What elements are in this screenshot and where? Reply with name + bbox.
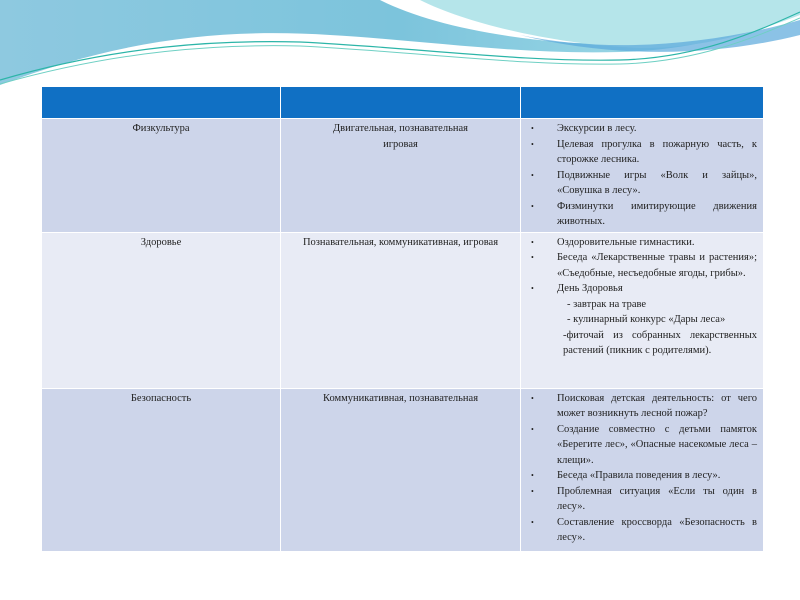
list-item: • Поисковая детская деятельность: от чего может возникнуть лесной пожар?: [527, 391, 757, 422]
list-item: • Составление кроссворда «Безопасность в лесу».: [527, 515, 757, 546]
items-cell: [521, 388, 764, 551]
list-item: • Беседа «Лекарственные травы и растения»; «Съедобные, несъедобные ягоды, грибы».: [527, 250, 757, 281]
items-cell: [521, 232, 764, 388]
activity-cell: Познавательная, коммуникативная, игровая: [281, 232, 521, 388]
activity-cell: Коммуникативная, познавательная: [281, 388, 521, 551]
list-item: • День Здоровья: [527, 281, 757, 297]
area-cell: Здоровье: [42, 232, 281, 388]
table-header-row: [42, 87, 764, 119]
table-row: [42, 232, 764, 388]
header-cell: [521, 87, 764, 119]
list-item: • Беседа «Правила поведения в лесу».: [527, 468, 757, 484]
header-cell: [281, 87, 521, 119]
activities-table: [41, 86, 764, 552]
list-item: • Физминутки имитирующие движения животных.: [527, 199, 757, 230]
sub-item: - завтрак на траве: [567, 298, 647, 310]
list-item: • Подвижные игры «Волк и зайцы», «Совушка в лесу».: [527, 168, 757, 199]
sub-item: - кулинарный конкурс «Дары леса»: [567, 314, 726, 325]
table-row: [42, 388, 764, 551]
activity-cell: Двигательная, познавательная игровая: [281, 119, 521, 233]
area-cell: Физкультура: [42, 119, 281, 233]
list-item: • Проблемная ситуация «Если ты один в лесу».: [527, 484, 757, 515]
items-cell: [521, 119, 764, 233]
header-cell: [42, 87, 281, 119]
area-cell: Безопасность: [42, 388, 281, 551]
list-item: • Целевая прогулка в пожарную часть, к сторожке лесника.: [527, 137, 757, 168]
list-item: • Экскурсии в лесу.: [527, 121, 757, 137]
wave-decoration: [0, 0, 800, 100]
sub-item: -фиточай из собранных лекарственных растений (пикник с родителями).: [563, 329, 757, 356]
list-item: • Создание совместно с детьми памяток «Берегите лес», «Опасные насекомые леса – клещи».: [527, 422, 757, 469]
table-row: [42, 119, 764, 233]
list-item: • Оздоровительные гимнастики.: [527, 235, 757, 251]
